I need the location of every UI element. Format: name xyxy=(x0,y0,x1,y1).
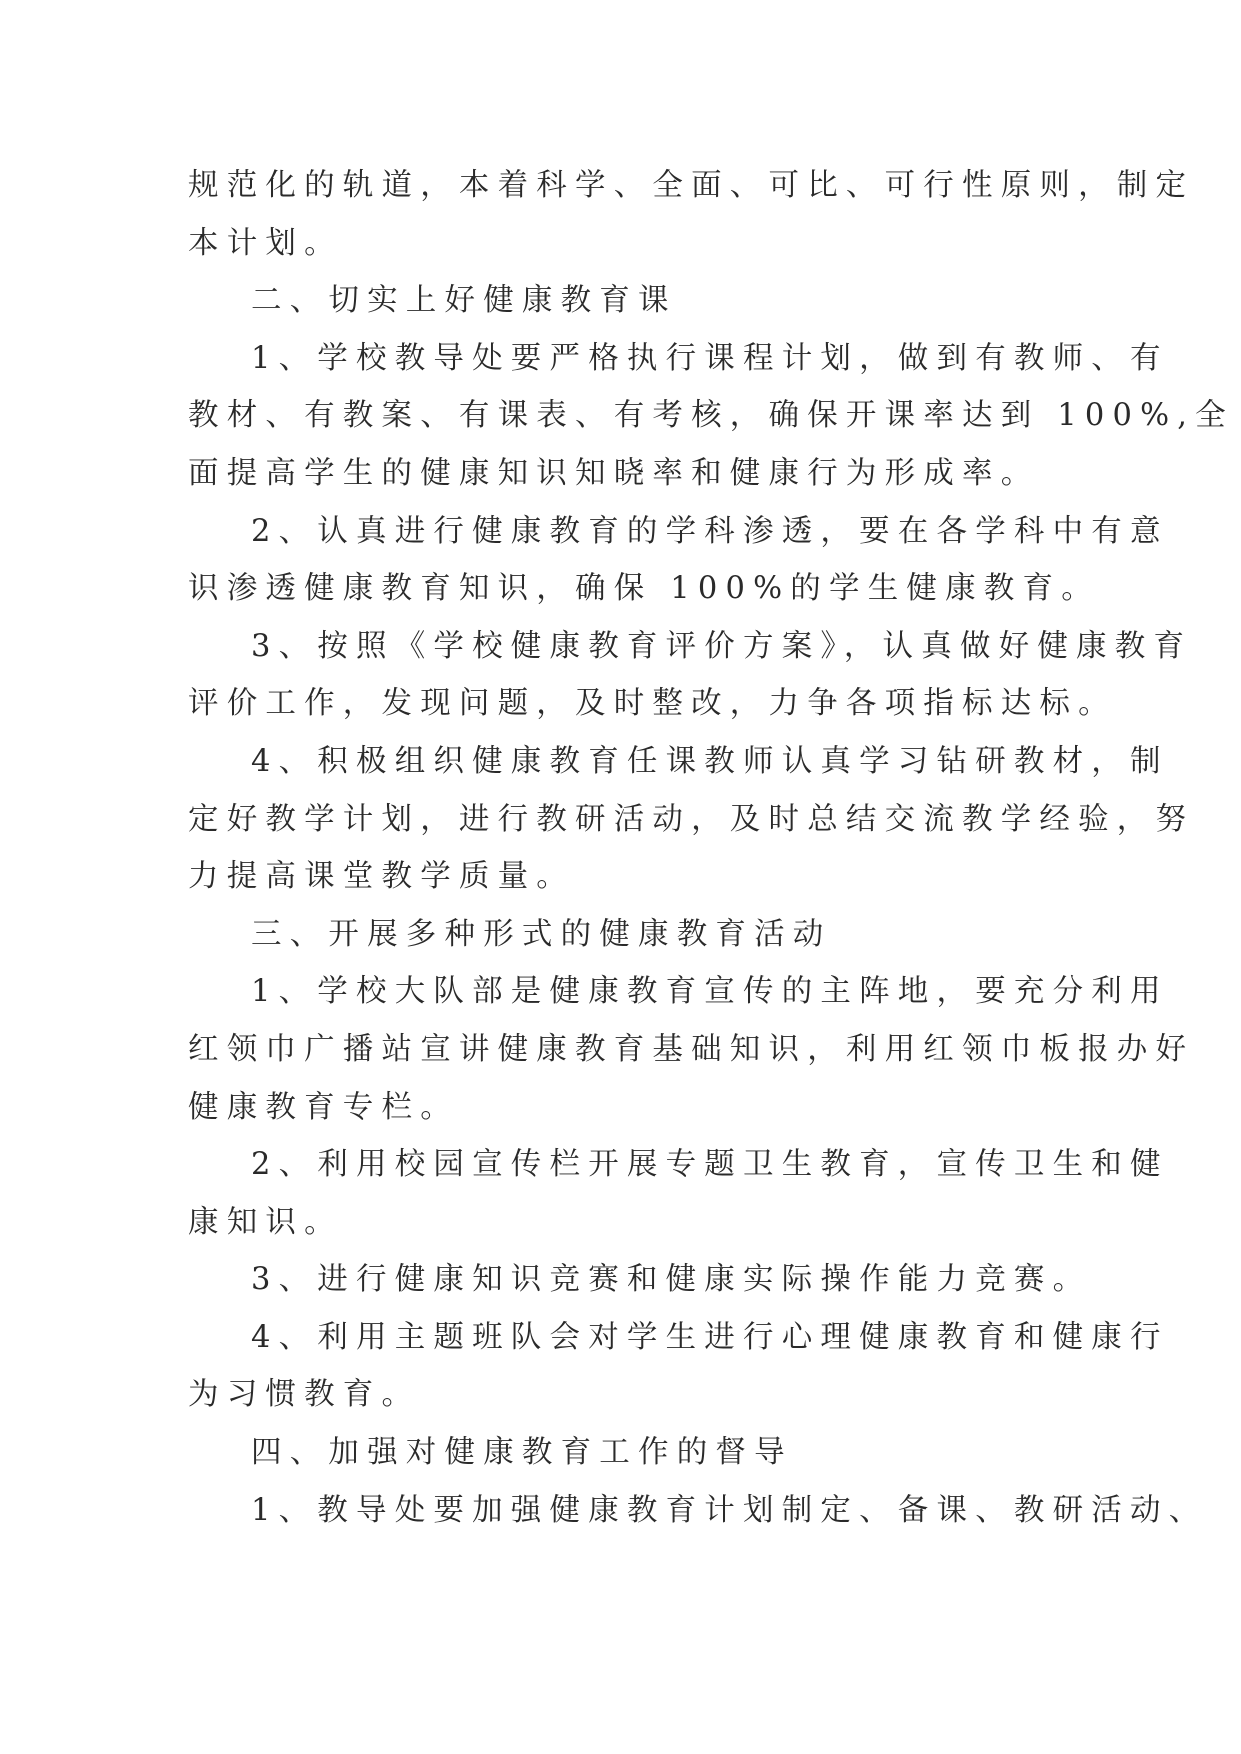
text-line: 力提高课堂教学质量。 xyxy=(188,859,575,895)
text-line: 红领巾广播站宣讲健康教育基础知识，利用红领巾板报办好 xyxy=(188,1031,1195,1067)
text-line: 定好教学计划，进行教研活动，及时总结交流教学经验，努 xyxy=(188,801,1195,837)
text-line: 识渗透健康教育知识，确保 100%的学生健康教育。 xyxy=(188,571,1100,607)
text-line: 教材、有教案、有课表、有考核，确保开课率达到 100%,全 xyxy=(188,398,1234,434)
section-heading: 四、加强对健康教育工作的督导 xyxy=(251,1435,793,1471)
section-heading: 二、切实上好健康教育课 xyxy=(251,283,677,319)
text-line: 2、认真进行健康教育的学科渗透，要在各学科中有意 xyxy=(251,513,1169,549)
text-line: 2、利用校园宣传栏开展专题卫生教育，宣传卫生和健 xyxy=(251,1147,1169,1183)
text-line: 1、教导处要加强健康教育计划制定、备课、教研活动、 xyxy=(251,1492,1208,1528)
text-line: 评价工作，发现问题，及时整改，力争各项指标达标。 xyxy=(188,686,1117,722)
text-line: 规范化的轨道，本着科学、全面、可比、可行性原则，制定 xyxy=(188,168,1195,203)
text-line: 1、学校大队部是健康教育宣传的主阵地，要充分利用 xyxy=(251,974,1169,1010)
text-line: 面提高学生的健康知识知晓率和健康行为形成率。 xyxy=(188,455,1040,491)
document-body xyxy=(188,157,1234,1539)
text-line: 4、积极组织健康教育任课教师认真学习钻研教材，制 xyxy=(251,743,1169,779)
section-heading: 三、开展多种形式的健康教育活动 xyxy=(251,916,832,952)
text-line: 健康教育专栏。 xyxy=(188,1089,459,1125)
text-line: 1、学校教导处要严格执行课程计划，做到有教师、有 xyxy=(251,340,1169,376)
text-line: 为习惯教育。 xyxy=(188,1377,421,1413)
text-line: 本计划。 xyxy=(188,225,343,261)
text-line: 康知识。 xyxy=(188,1204,343,1240)
text-line: 3、进行健康知识竞赛和健康实际操作能力竞赛。 xyxy=(251,1262,1092,1298)
text-line: 3、按照《学校健康教育评价方案》，认真做好健康教育 xyxy=(251,628,1193,664)
text-line: 4、利用主题班队会对学生进行心理健康教育和健康行 xyxy=(251,1319,1169,1355)
